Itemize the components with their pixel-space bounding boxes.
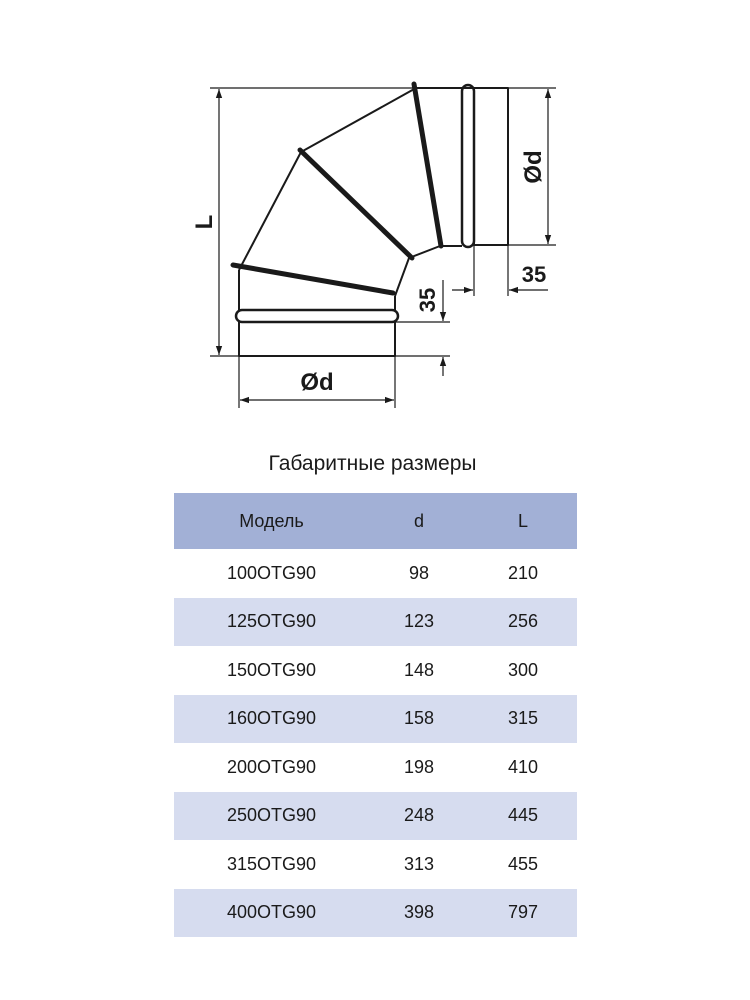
cell-l: 410 bbox=[507, 756, 539, 777]
cell-l: 797 bbox=[469, 889, 577, 938]
cell-model: 200OTG90 bbox=[226, 756, 317, 777]
joint-2 bbox=[300, 150, 412, 258]
dim-socket-bottom-label: 35 bbox=[415, 287, 440, 313]
dimensions-table bbox=[174, 493, 577, 937]
table-row bbox=[174, 889, 577, 938]
cell-d: 313 bbox=[403, 853, 435, 874]
segment-joints bbox=[233, 84, 441, 293]
cell-d: 198 bbox=[403, 756, 435, 777]
table-row bbox=[174, 792, 577, 841]
cell-model: 150OTG90 bbox=[226, 659, 317, 680]
cell-model: 250OTG90 bbox=[174, 792, 369, 841]
dim-diameter-right-label: Ød bbox=[520, 150, 547, 184]
joint-3 bbox=[414, 84, 441, 246]
cell-model: 160OTG90 bbox=[174, 695, 369, 744]
column-header-d: d bbox=[369, 493, 469, 549]
cell-d: 98 bbox=[408, 562, 430, 583]
cell-model: 100OTG90 bbox=[226, 562, 317, 583]
bottom-bead-ring bbox=[236, 310, 398, 322]
dimension-lines bbox=[210, 88, 556, 408]
cell-l: 256 bbox=[469, 598, 577, 647]
dim-diameter-bottom-label: Ød bbox=[300, 369, 334, 396]
table-row bbox=[174, 598, 577, 647]
cell-model: 315OTG90 bbox=[226, 853, 317, 874]
dim-socket-right-label: 35 bbox=[521, 262, 547, 287]
cell-model: 125OTG90 bbox=[174, 598, 369, 647]
right-collar bbox=[474, 88, 508, 245]
elbow-technical-drawing bbox=[0, 0, 750, 430]
cell-model: 400OTG90 bbox=[174, 889, 369, 938]
table-row bbox=[174, 695, 577, 744]
table-row bbox=[174, 549, 577, 598]
table-row bbox=[174, 840, 577, 889]
cell-d: 248 bbox=[369, 792, 469, 841]
cell-d: 123 bbox=[369, 598, 469, 647]
cell-l: 210 bbox=[507, 562, 539, 583]
table-header-row bbox=[174, 493, 577, 549]
cell-l: 315 bbox=[469, 695, 577, 744]
dim-length-label: L bbox=[191, 214, 218, 230]
cell-l: 455 bbox=[507, 853, 539, 874]
table-row bbox=[174, 646, 577, 695]
column-header-model: Модель bbox=[174, 493, 369, 549]
bottom-collar bbox=[239, 322, 395, 356]
cell-d: 148 bbox=[403, 659, 435, 680]
table-row bbox=[174, 743, 577, 792]
right-bead-ring bbox=[462, 85, 474, 247]
cell-l: 300 bbox=[507, 659, 539, 680]
table-title: Габаритные размеры bbox=[268, 452, 477, 475]
cell-d: 398 bbox=[369, 889, 469, 938]
column-header-l: L bbox=[469, 493, 577, 549]
cell-l: 445 bbox=[469, 792, 577, 841]
joint-1 bbox=[233, 265, 393, 293]
cell-d: 158 bbox=[369, 695, 469, 744]
